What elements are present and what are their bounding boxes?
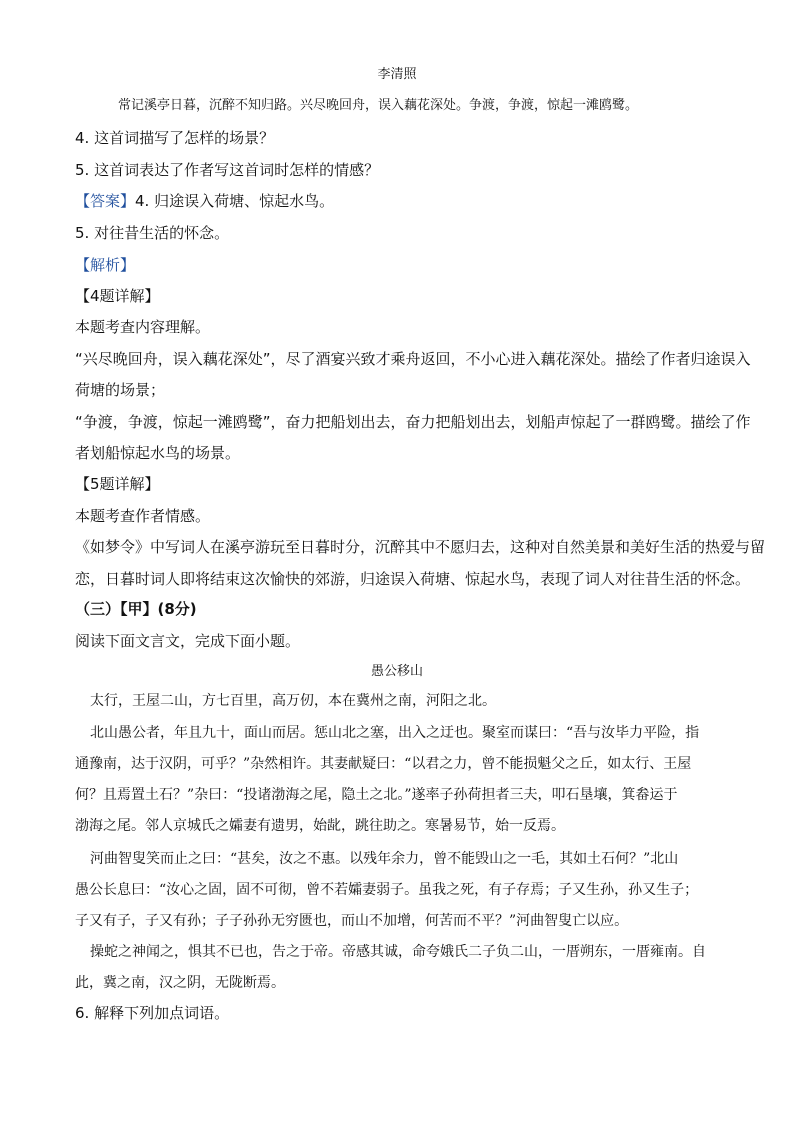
q4-detail-para2-line1: “争渡，争渡，惊起一滩鸥鹭”，奋力把船划出去，奋力把船划出去，划船声惊起了一群鸥鹭。描绘了作 — [75, 413, 751, 431]
q5-detail-para1-line2: 恋，日暮时词人即将结束这次愉快的郊游，归途误入荷塘、惊起水鸟，表现了词人对往昔生活的怀念。 — [75, 570, 751, 588]
section-3-header: （三）【甲】(8分) — [75, 600, 197, 618]
answer-label: 【答案】 — [75, 192, 136, 210]
q5-detail-header: 【5题详解】 — [75, 475, 160, 493]
classical-text-line: 通豫南，达于汉阴，可乎？”杂然相许。其妻献疑曰：“以君之力，曾不能损魁父之丘，如太行、王屋 — [75, 756, 692, 772]
analysis-label: 【解析】 — [75, 256, 136, 274]
q4-detail-intro: 本题考查内容理解。 — [75, 318, 211, 336]
question-4: 4. 这首词描写了怎样的场景？ — [75, 129, 275, 147]
classical-text-line: 北山愚公者，年且九十，面山而居。惩山北之塞，出入之迂也。聚室而谋曰：“吾与汝毕力平险，指 — [90, 725, 700, 741]
section-3-instruction: 阅读下面文言文，完成下面小题。 — [75, 632, 301, 650]
classical-text-line: 此，冀之南，汉之阴，无陇断焉。 — [75, 975, 285, 991]
classical-text-line: 渤海之尾。邻人京城氏之孀妻有遗男，始龀，跳往助之。寒暑易节，始一反焉。 — [75, 818, 565, 834]
answer-4-text: 4. 归途误入荷塘、惊起水鸟。 — [135, 192, 335, 210]
q4-detail-para2-line2: 者划船惊起水鸟的场景。 — [75, 444, 241, 462]
classical-text-line: 何？且焉置土石？”杂曰：“投诸渤海之尾，隐土之北。”遂率子孙荷担者三夫，叩石垦壤，箕畚运于 — [75, 787, 678, 803]
q4-detail-para1-line2: 荷塘的场景； — [75, 381, 166, 399]
q4-detail-para1-line1: “兴尽晚回舟，误入藕花深处”，尽了酒宴兴致才乘舟返回，不小心进入藕花深处。描绘了作者归途误入 — [75, 350, 751, 368]
poem-author: 李清照 — [377, 67, 417, 82]
classical-text-title: 愚公移山 — [370, 664, 423, 679]
answer-5: 5. 对往昔生活的怀念。 — [75, 224, 230, 242]
classical-text-line: 愚公长息曰：“汝心之固，固不可彻，曾不若孀妻弱子。虽我之死，有子存焉；子又生孙，孙又生子； — [75, 882, 699, 898]
q4-detail-header: 【4题详解】 — [75, 287, 160, 305]
question-5: 5. 这首词表达了作者写这首词时怎样的情感？ — [75, 161, 380, 179]
classical-text-line: 子又有子，子又有孙；子子孙孙无穷匮也，而山不加增，何苦而不平？”河曲智叟亡以应。 — [75, 913, 629, 929]
poem-text: 常记溪亭日暮，沉醉不知归路。兴尽晚回舟，误入藕花深处。争渡，争渡，惊起一滩鸥鹭。 — [118, 98, 639, 113]
classical-text-line: 太行，王屋二山，方七百里，高万仞，本在冀州之南，河阳之北。 — [90, 693, 496, 709]
answer-4 — [75, 194, 334, 209]
q5-detail-para1-line1: 《如梦令》中写词人在溪亭游玩至日暮时分，沉醉其中不愿归去，这种对自然美景和美好生活的热爱与留 — [75, 538, 766, 556]
question-6: 6. 解释下列加点词语。 — [75, 1004, 230, 1022]
classical-text-line: 操蛇之神闻之，惧其不已也，告之于帝。帝感其诚，命夸娥氏二子负二山，一厝朔东，一厝雍南。自 — [90, 944, 706, 960]
classical-text-line: 河曲智叟笑而止之曰：“甚矣，汝之不惠。以残年余力，曾不能毁山之一毛，其如土石何？”北山 — [90, 851, 679, 867]
q5-detail-intro: 本题考查作者情感。 — [75, 507, 211, 525]
